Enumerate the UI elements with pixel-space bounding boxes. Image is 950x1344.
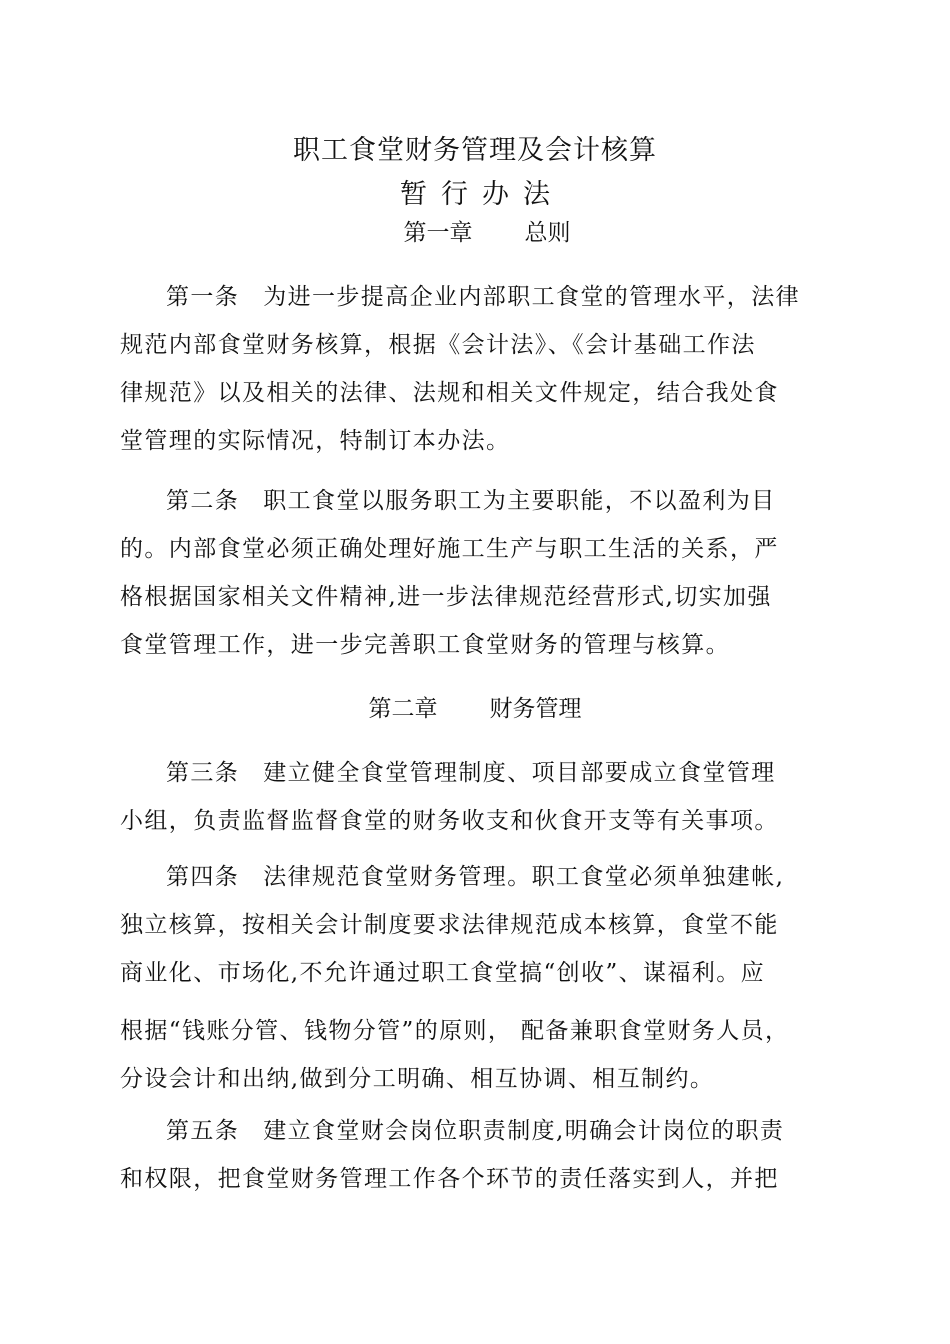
article-4-line-5: 分设会计和出纳,做到分工明确、相互协调、相互制约。 [120,1066,715,1092]
article-text: 建立健全食堂管理制度、项目部要成立食堂管理 [263,760,776,786]
document-subtitle: 暂行办法 [400,179,564,210]
article-2-line-4: 食堂管理工作，进一步完善职工食堂财务的管理与核算。 [120,632,730,658]
article-5-line-1 [166,1112,784,1145]
article-4-line-4: 根据“钱账分管、钱物分管”的原则， 配备兼职食堂财务人员， [120,1018,790,1044]
article-text: 职工食堂以服务职工为主要职能，不以盈利为目 [263,488,776,514]
article-label: 第一条 [166,284,240,310]
article-label: 第二条 [166,488,240,514]
article-label: 第五条 [166,1118,240,1144]
article-label: 第四条 [166,864,240,890]
article-2-line-3: 格根据国家相关文件精神,进一步法律规范经营形式,切实加强 [120,584,772,610]
chapter-heading-1 [12,214,950,247]
article-3-line-2: 小组，负责监督监督食堂的财务收支和伙食开支等有关事项。 [120,808,779,834]
chapter-heading-2 [0,690,950,723]
article-1-line-4: 堂管理的实际情况，特制订本办法。 [120,428,511,454]
article-text: 为进一步提高企业内部职工食堂的管理水平，法律 [263,284,801,310]
article-1-line-3: 律规范》以及相关的法律、法规和相关文件规定，结合我处食 [120,380,779,406]
article-3-line-1 [166,754,776,787]
article-4-line-1 [166,858,784,891]
article-1-line-2: 规范内部食堂财务核算，根据《会计法》、《会计基础工作法 [120,332,756,358]
chapter-number: 第二章 [368,696,438,722]
article-2-line-2: 的。内部食堂必须正确处理好施工生产与职工生活的关系，严 [120,536,779,562]
document-title: 职工食堂财务管理及会计核算 [293,135,657,166]
chapter-name: 总则 [524,220,571,246]
chapter-number: 第一章 [403,220,473,246]
article-4-line-2: 独立核算，按相关会计制度要求法律规范成本核算，食堂不能 [120,912,779,938]
article-text: 建立食堂财会岗位职责制度,明确会计岗位的职责 [263,1118,785,1144]
article-2-line-1 [166,482,776,515]
chapter-name: 财务管理 [489,696,582,722]
article-label: 第三条 [166,760,240,786]
article-5-line-2: 和权限，把食堂财务管理工作各个环节的责任落实到人，并把 [120,1166,779,1192]
article-4-line-3: 商业化、市场化,不允许通过职工食堂搞“创收”、谋福利。应 [120,960,766,986]
article-text: 法律规范食堂财务管理。职工食堂必须单独建帐, [263,864,785,890]
article-1-line-1 [166,278,800,311]
